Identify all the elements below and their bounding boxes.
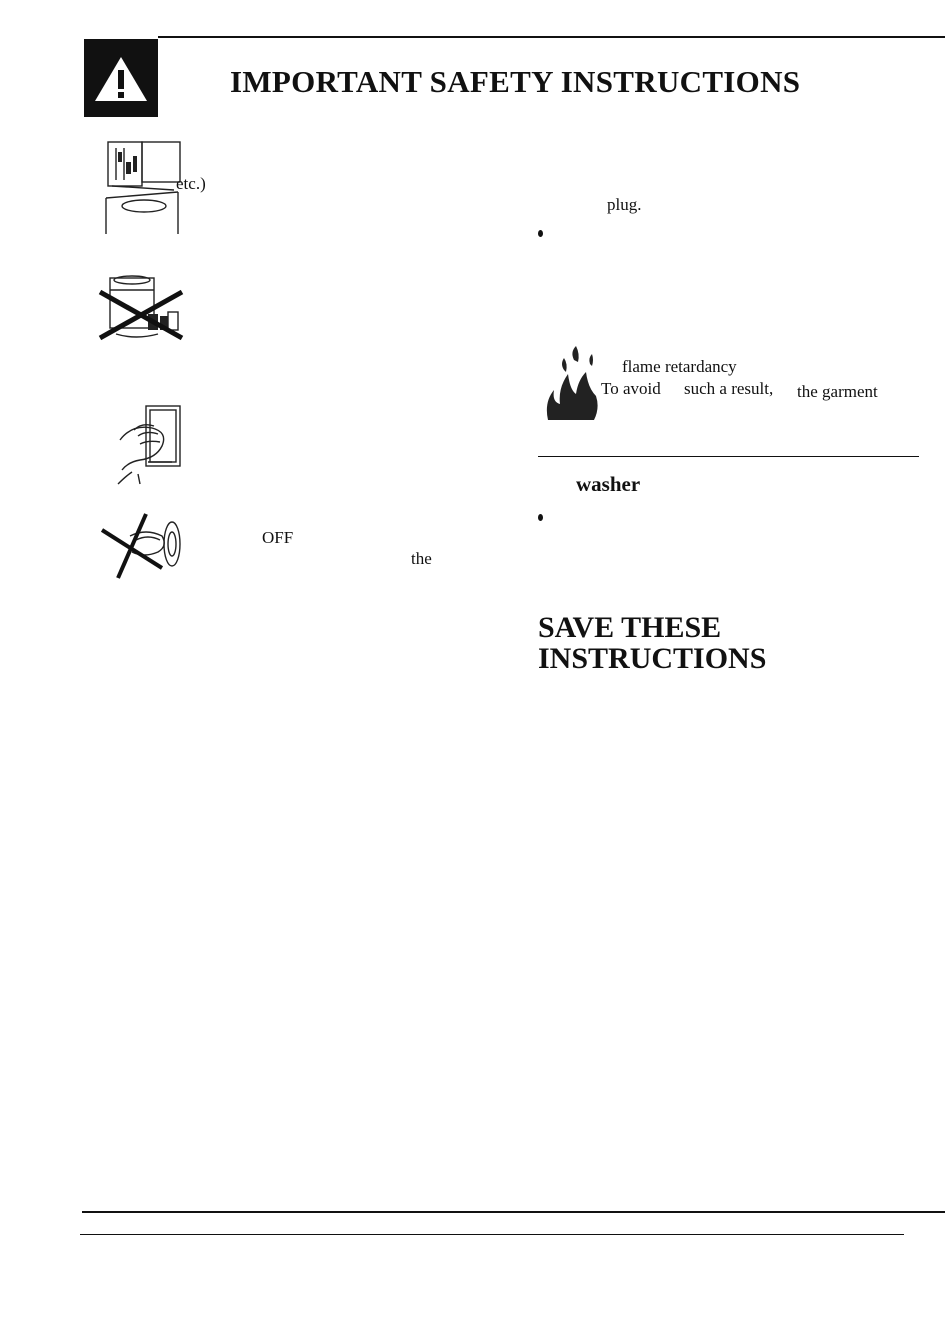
save-instructions-heading	[538, 612, 766, 674]
bullet	[538, 514, 543, 521]
section-divider	[538, 456, 919, 457]
text-flame-retardancy: flame retardancy	[622, 357, 737, 376]
top-rule	[158, 36, 945, 38]
hand-gas-valve-crossed-icon	[100, 512, 186, 580]
bullet	[538, 230, 543, 237]
save-line-2: INSTRUCTIONS	[538, 642, 767, 675]
text-plug: plug.	[607, 195, 642, 214]
cabinet-over-washer-icon	[102, 140, 186, 236]
section-subhead: washer	[576, 472, 641, 496]
text-such-a-result: such a result,	[684, 379, 774, 398]
footer-rule-thin	[80, 1234, 904, 1235]
save-line-1: SAVE THESE	[538, 611, 722, 644]
text-etc: etc.)	[176, 174, 206, 193]
text-to-avoid: To avoid	[601, 379, 661, 398]
footer-rule	[82, 1211, 945, 1213]
warning-triangle-icon	[84, 39, 158, 117]
page-title: IMPORTANT SAFETY INSTRUCTIONS	[230, 64, 801, 99]
text-off: OFF	[262, 528, 294, 547]
text-the: the	[411, 549, 432, 568]
washer-with-chemicals-crossed-icon	[96, 268, 186, 344]
flame-garment-icon	[540, 344, 604, 422]
text-the-garment: the garment	[797, 382, 878, 401]
hand-unplugging-cord-icon	[112, 400, 186, 486]
